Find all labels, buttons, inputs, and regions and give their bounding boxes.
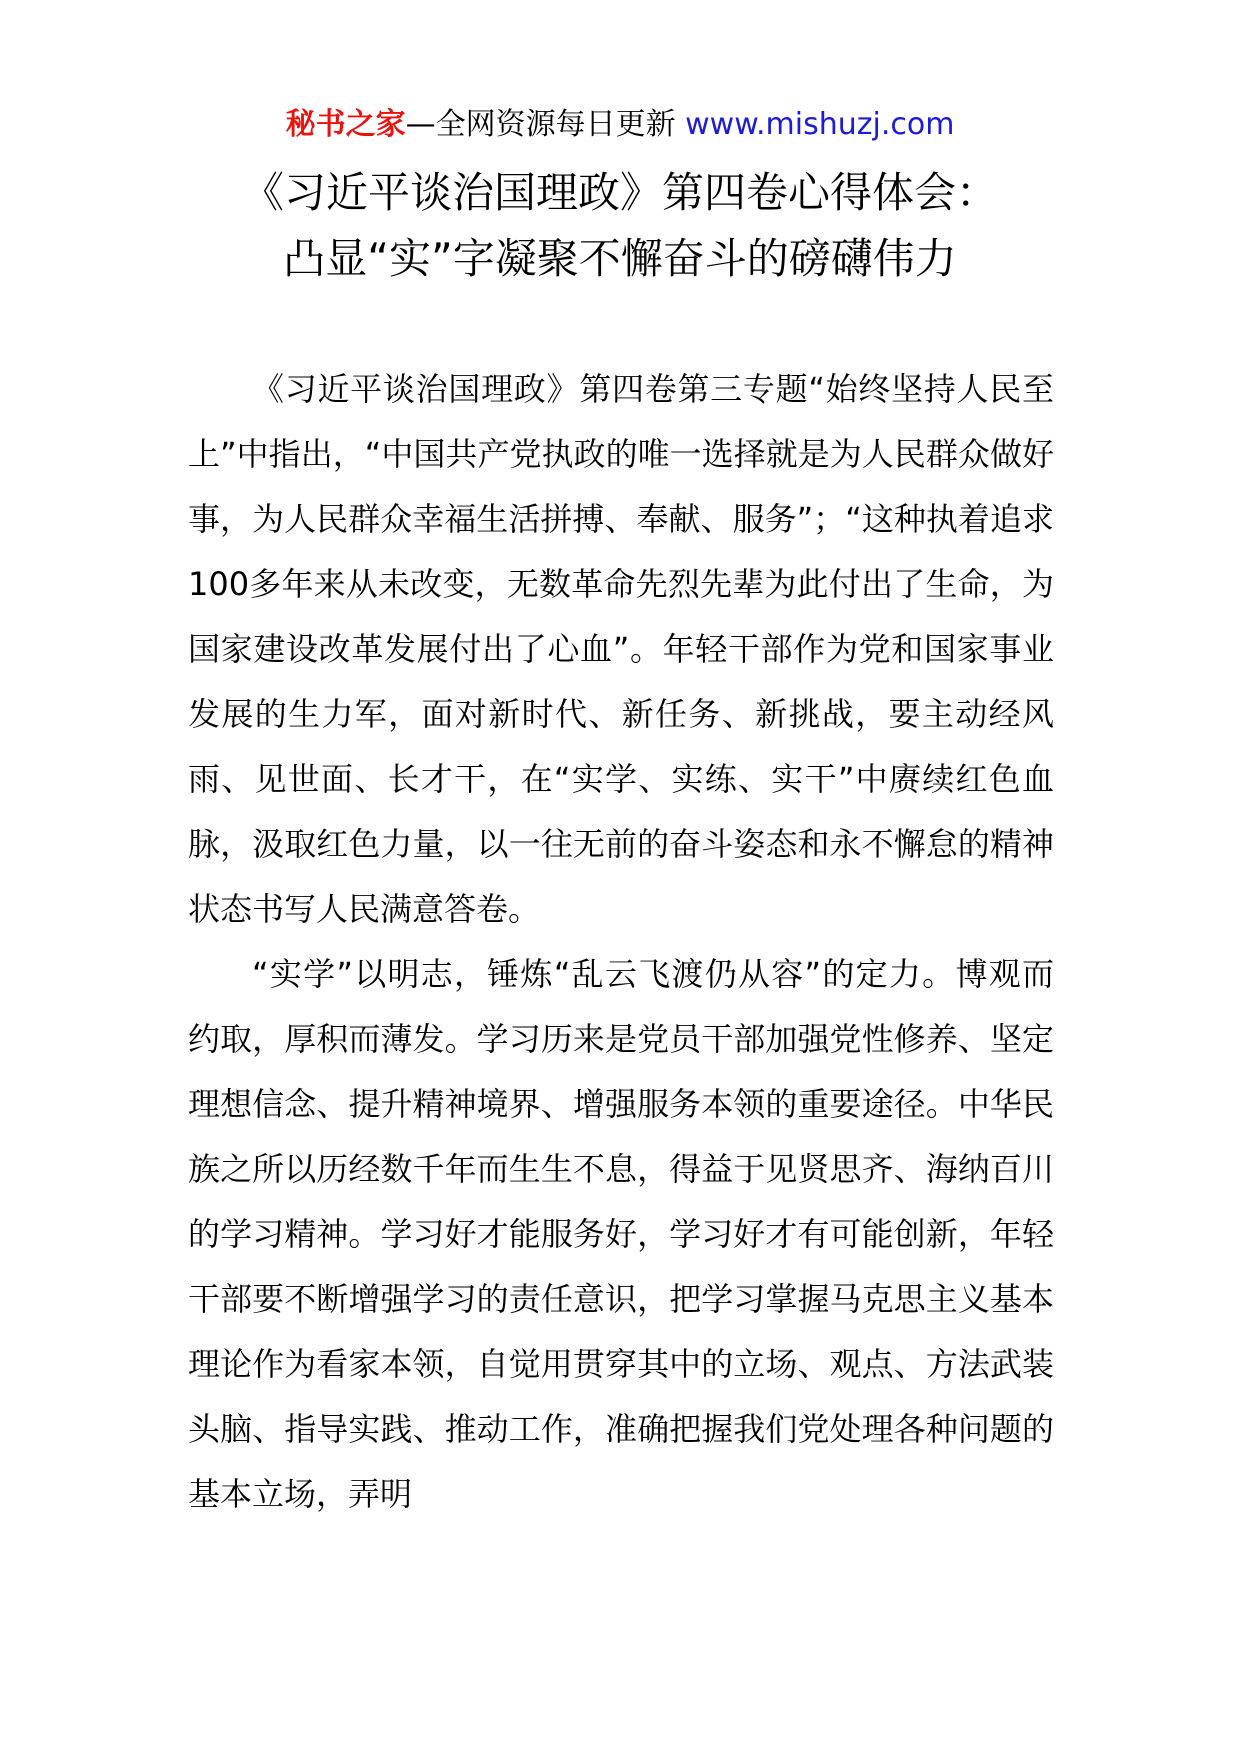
body-paragraph: 《习近平谈治国理政》第四卷第三专题“始终坚持人民至上”中指出，“中国共产党执政的唯一选择就是为人民群众做好事，为人民群众幸福生活拼搏、奉献、服务”；“这种执着追求100多年来从未改变，无数革命先烈先辈为此付出了生命，为国家建设改革发展付出了心血”。年轻干部作为党和国家事业发展的生力军，面对新时代、新任务、新挑战，要主动经风雨、见世面、长才干，在“实学、实练、实干”中赓续红色血脉，汲取红色力量，以一往无前的奋斗姿态和永不懈怠的精神状态书写人民满意答卷。 xyxy=(188,370,1054,928)
site-banner xyxy=(0,100,1240,150)
site-url: www.mishuzj.com xyxy=(685,107,955,142)
brand-name: 秘书之家 xyxy=(285,107,406,142)
body-paragraph: “实学”以明志，锤炼“乱云飞渡仍从容”的定力。博观而约取，厚积而薄发。学习历来是党员干部加强党性修养、坚定理想信念、提升精神境界、增强服务本领的重要途径。中华民族之所以历经数千年而生生不息，得益于见贤思齐、海纳百川的学习精神。学习好才能服务好，学习好才有可能创新，年轻干部要不断增强学习的责任意识，把学习掌握马克思主义基本理论作为看家本领，自觉用贯穿其中的立场、观点、方法武装头脑、指导实践、推动工作，准确把握我们党处理各种问题的基本立场，弄明 xyxy=(188,955,1054,1513)
document-title xyxy=(0,160,1240,292)
document-body xyxy=(188,357,1054,1527)
title-line-2: 凸显“实”字凝聚不懈奋斗的磅礴伟力 xyxy=(283,234,957,283)
title-line-1: 《习近平谈治国理政》第四卷心得体会： xyxy=(241,168,998,217)
banner-tagline: —全网资源每日更新 xyxy=(405,107,686,142)
